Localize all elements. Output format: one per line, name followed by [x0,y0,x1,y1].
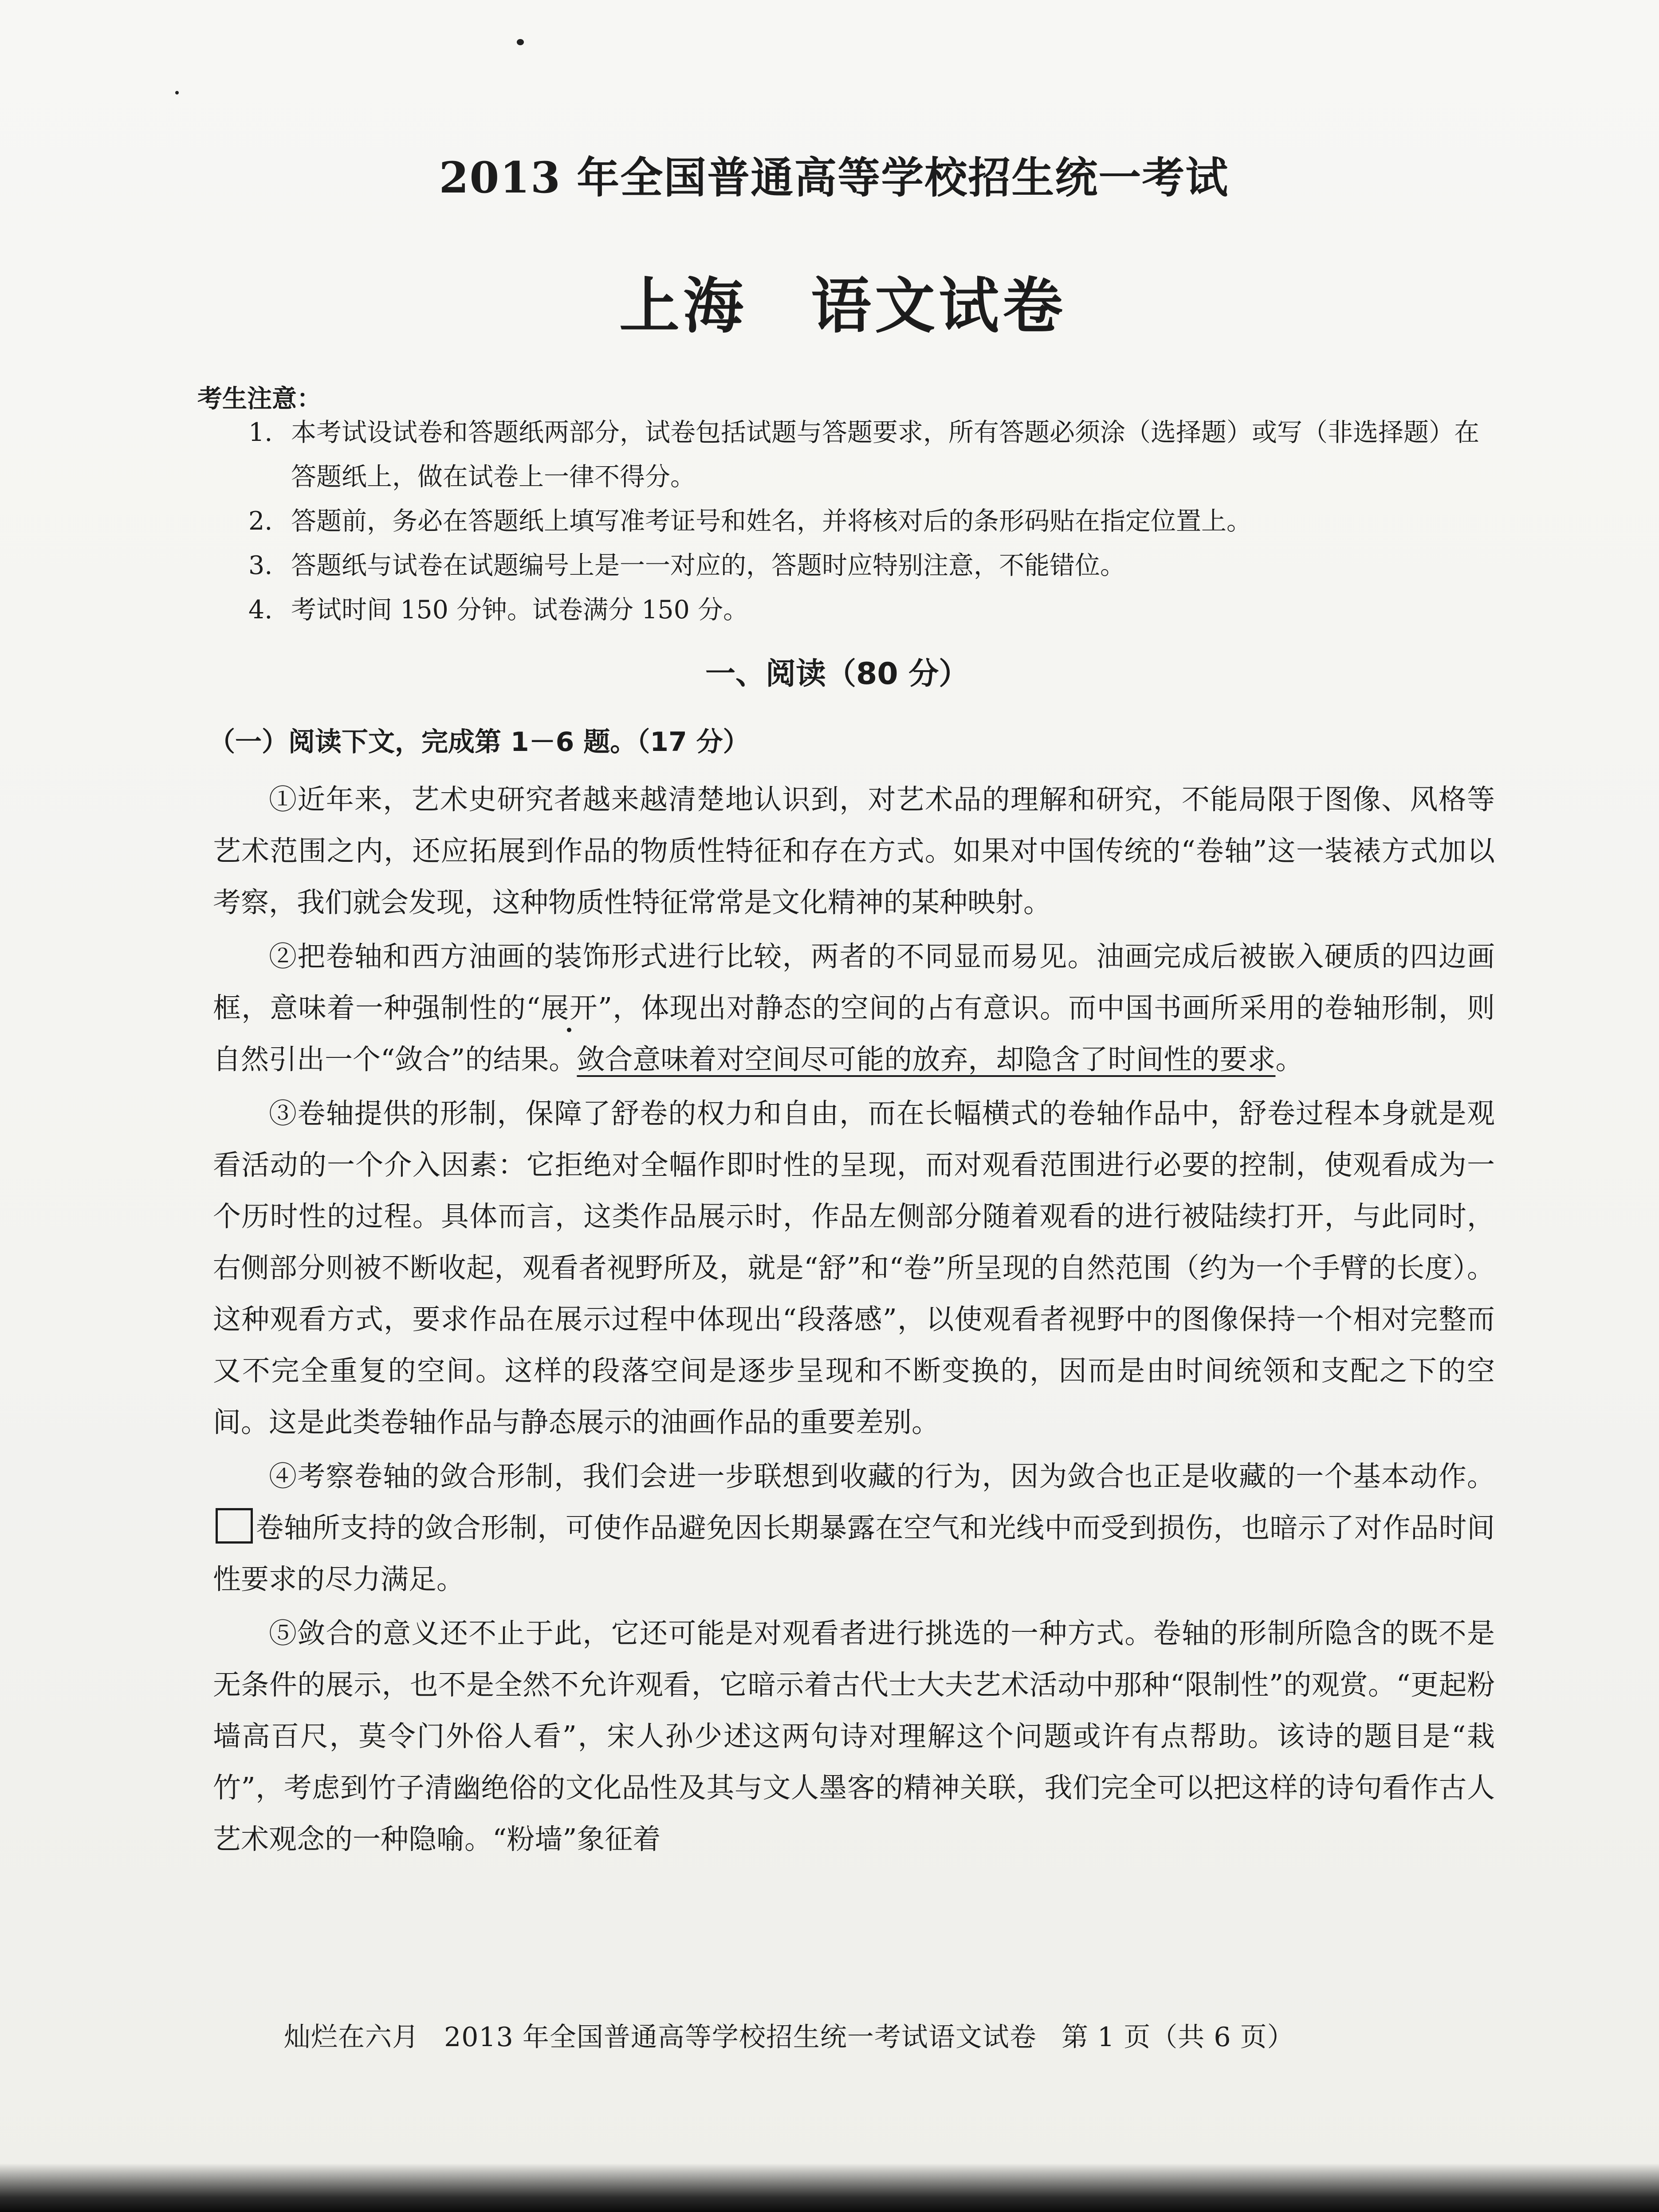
paragraph-4-text: ④考察卷轴的敛合形制，我们会进一步联想到收藏的行为，因为敛合也正是收藏的一个基本动作。 [269,1460,1495,1493]
ink-speck [517,39,524,45]
notice-item [248,499,1482,543]
paragraph-5: ⑤敛合的意义还不止于此，它还可能是对观看者进行挑选的一种方式。卷轴的形制所隐含的既不是无条件的展示，也不是全然不允许观看，它暗示着古代士大夫艺术活动中那种“限制性”的观赏。“更起粉墙高百尺，莫令门外俗人看”，宋人孙少述这两句诗对理解这个问题或许有点帮助。该诗的题目是“栽竹”，考虑到竹子清幽绝俗的文化品性及其与文人墨客的精神关联，我们完全可以把这样的诗句看作古人艺术观念的一种隐喻。“粉墙”象征着 [213,1617,1495,1855]
notice-item [248,588,1482,632]
footer-source: 灿烂在六月 [284,2022,419,2053]
ink-speck [175,91,179,94]
part-heading: （一）阅读下文，完成第 1－6 题。（17 分） [208,727,750,758]
paragraph-4 [213,1451,1495,1605]
reading-passage [213,774,1495,1868]
emphasis-dotted-term: 展开 [540,992,598,1024]
notice-item-text: 考试时间 150 分钟。试卷满分 150 分。 [291,595,749,625]
paragraph-3: ③卷轴提供的形制，保障了舒卷的权力和自由，而在长幅横式的卷轴作品中，舒卷过程本身就是观看活动的一个介入因素：它拒绝对全幅作即时性的呈现，而对观看范围进行必要的控制，使观看成为一个历时性的过程。具体而言，这类作品展示时，作品左侧部分随着观看的进行被陆续打开，与此同时，右侧部分则被不断收起，观看者视野所及，就是“舒”和“卷”所呈现的自然范围（约为一个手臂的长度）。这种观看方式，要求作品在展示过程中体现出“段落感”，以使观看者视野中的图像保持一个相对完整而又不完全重复的空间。这样的段落空间是逐步呈现和不断变换的，因而是由时间统领和支配之下的空间。这是此类卷轴作品与静态展示的油画作品的重要差别。 [213,1097,1495,1438]
footer-exam-name: 2013 年全国普通高等学校招生统一考试语文试卷 [444,2022,1037,2053]
exam-subtitle: 上海 语文试卷 [619,271,1066,342]
underlined-sentence: 敛合意味着对空间尽可能的放弃，却隐含了时间性的要求 [577,1043,1276,1076]
footer-page-number: 第 1 页（共 6 页） [1061,2022,1294,2053]
notice-list [248,410,1482,632]
notice-item [248,543,1482,588]
paragraph-1: ①近年来，艺术史研究者越来越清楚地认识到，对艺术品的理解和研究，不能局限于图像、风格等艺术范围之内，还应拓展到作品的物质性特征和存在方式。如果对中国传统的“卷轴”这一装裱方式加以考察，我们就会发现，这种物质性特征常常是文化精神的某种映射。 [213,783,1495,919]
scan-shadow [0,2163,1659,2212]
paragraph-2-text: ②把卷轴和西方油画的装饰形式进行比较，两者的不同显而易见。油画完成后被嵌入硬质的四边画框，意味着一种强制性的“ [213,940,1495,1024]
notice-item-number: 3. [248,551,273,580]
exam-title: 2013 年全国普通高等学校招生统一考试 [439,153,1229,203]
notice-item-text: 答题纸与试卷在试题编号上是一一对应的，答题时应特别注意，不能错位。 [291,551,1125,580]
notice-item-number: 1. [248,418,273,447]
paragraph-2-text: ”，体现出对静态的空间的占有意识。而中国书画所采用的卷轴形制，则自然引出一个“敛合”的结果。 [213,992,1495,1076]
notice-item-text: 答题前，务必在答题纸上填写准考证号和姓名，并将核对后的条形码贴在指定位置上。 [291,507,1252,536]
page-footer [284,2016,1482,2054]
notice-item-number: 4. [248,595,273,625]
notice-item-text: 本考试设试卷和答题纸两部分，试卷包括试题与答题要求，所有答题必须涂（选择题）或写（非选择题）在答题纸上，做在试卷上一律不得分。 [291,418,1479,491]
paragraph-2 [213,931,1495,1085]
answer-blank-box[interactable] [216,1508,253,1544]
paragraph-2-text: 。 [1275,1043,1304,1076]
section-heading: 一、阅读（80 分） [705,656,969,691]
notice-label: 考生注意： [197,385,322,413]
notice-item [248,410,1482,499]
notice-item-number: 2. [248,507,273,536]
paragraph-4-text: 卷轴所支持的敛合形制，可使作品避免因长期暴露在空气和光线中而受到损伤，也暗示了对作品时间性要求的尽力满足。 [213,1512,1495,1595]
